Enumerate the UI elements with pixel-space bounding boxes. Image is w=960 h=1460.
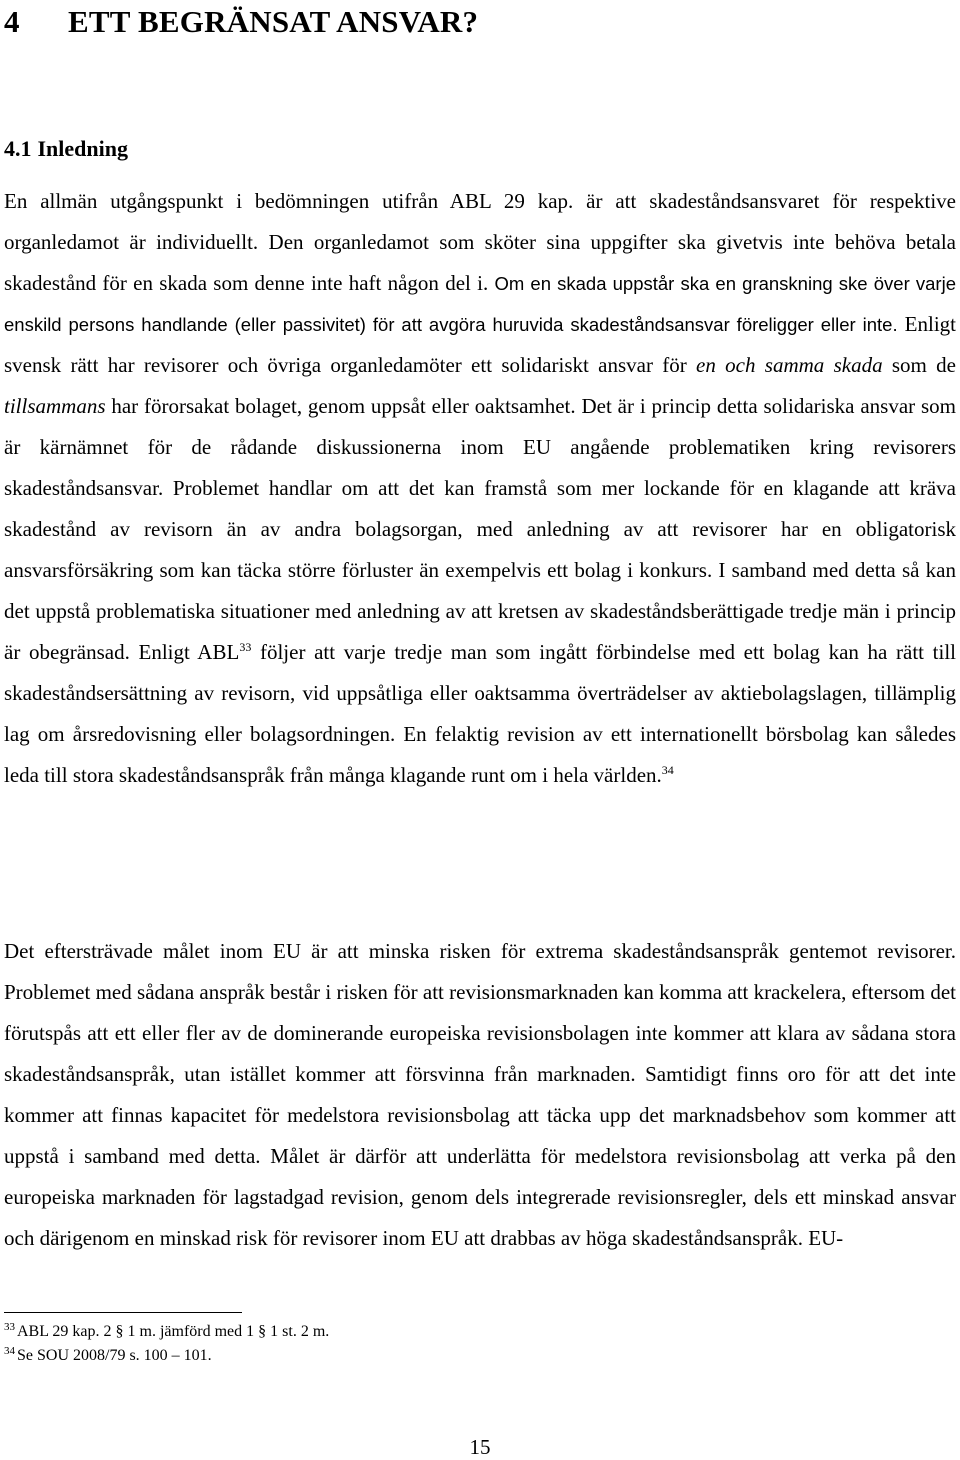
paragraph-1-text-d: som de	[882, 353, 957, 377]
emphasis-together: tillsammans	[4, 394, 106, 418]
emphasis-same-damage: en och samma skada	[696, 353, 883, 377]
body-paragraph-2: Det eftersträvade målet inom EU är att minska risken för extrema skadeståndsanspråk gentemot revisorer. Problemet med sådana anspråk består i risken för att revisionsmarknaden kan komma att krackelera, eftersom det förutspås att ett eller fler av de dominerande europeiska revisionsbolagen inte kommer att klara av sådana stora skadeståndsanspråk, utan istället kommer att försvinna från marknaden. Samtidigt finns oro för att det inte kommer att finnas kapacitet för medelstora revisionsbolag att täcka upp det marknadsbehov som kommer att uppstå i samband med detta. Målet är därför att underlätta för medelstora revisionsbolag att verka på den europeiska marknaden för lagstadgad revision, genom dels integrerade revisionsregler, dels ett minskad ansvar och därigenom en minskad risk för revisorer inom EU att drabbas av höga skadeståndsanspråk. EU-	[4, 939, 956, 1250]
footnote-separator	[4, 1312, 242, 1313]
section-number: 4.1	[4, 136, 32, 161]
chapter-heading	[4, 4, 478, 40]
footnote-number: 33	[4, 1320, 15, 1333]
section-title: Inledning	[37, 136, 128, 161]
footnote-ref-33[interactable]: 33	[239, 640, 252, 654]
footnote-ref-34[interactable]: 34	[661, 763, 674, 777]
paragraph-1-text-b: Om en skada uppstår ska en granskning ske över varje enskild persons handlande (eller passivitet) för att avgöra huruvida skadeståndsansvar föreligger eller inte.	[4, 273, 956, 335]
paragraph-1-text-c: Enligt svensk rätt har revisorer och övriga organledamöter ett solidariskt ansvar för	[4, 312, 956, 377]
chapter-number: 4	[4, 4, 20, 39]
paragraph-1-text-f: följer att varje tredje man som ingått förbindelse med ett bolag kan ha rätt till skadeståndsersättning av revisorn, vid uppsåtliga eller oaktsamma överträdelser av aktiebolagslagen, tillämplig lag om årsredovisning eller bolagsordningen. En felaktig revision av ett internationellt börsbolag kan således leda till stora skadeståndsanspråk från många klagande runt om i hela världen.	[4, 640, 956, 787]
paragraph-1-text-a: En allmän utgångspunkt i bedömningen utifrån ABL 29 kap. är att skadeståndsansvaret för respektive organledamot är individuellt. Den organledamot som sköter sina uppgifter ska givetvis inte behöva betala skadestånd för en skada som denne inte haft någon del i.	[4, 189, 956, 295]
footnotes	[4, 1320, 804, 1368]
footnote-text: ABL 29 kap. 2 § 1 m. jämförd med 1 § 1 st. 2 m.	[17, 1323, 330, 1340]
body-paragraph-1	[4, 181, 956, 796]
footnote-number: 34	[4, 1344, 15, 1357]
footnote-text: Se SOU 2008/79 s. 100 – 101.	[17, 1347, 212, 1364]
paragraph-1-text-e: har förorsakat bolaget, genom uppsåt eller oaktsamhet. Det är i princip detta solidariska ansvar som är kärnämnet för de rådande diskussionerna inom EU angående problematiken kring revisorers skadeståndsansvar. Problemet handlar om att det kan framstå som mer lockande för en klagande att kräva skadestånd av revisorn än av andra bolagsorgan, med anledning av att revisorer har en obligatorisk ansvarsförsäkring som kan täcka större förluster än exempelvis ett bolag i konkurs. I samband med detta så kan det uppstå problematiska situationer med anledning av att kretsen av skadeståndsberättigade tredje män i princip är obegränsad. Enligt ABL	[4, 394, 956, 664]
footnote-33	[4, 1320, 804, 1344]
chapter-title: ETT BEGRÄNSAT ANSVAR?	[68, 4, 479, 39]
footnote-34	[4, 1344, 804, 1368]
section-heading	[4, 136, 128, 162]
page-number: 15	[469, 1435, 491, 1459]
